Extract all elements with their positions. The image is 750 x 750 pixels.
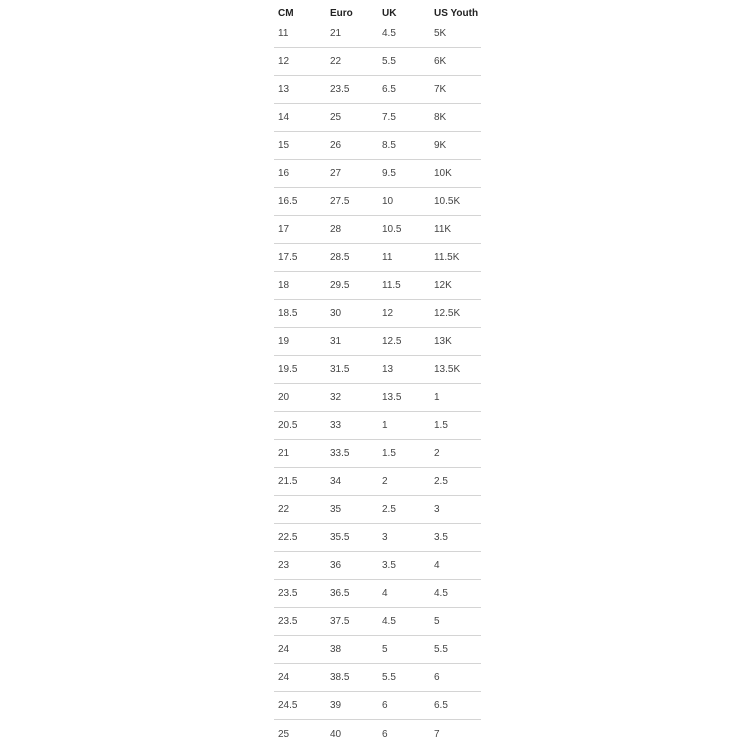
cell-euro: 32 xyxy=(330,392,342,403)
cell-cm: 22.5 xyxy=(278,532,298,543)
cell-euro: 34 xyxy=(330,476,342,487)
table-body xyxy=(274,26,481,748)
cell-us-youth: 3 xyxy=(434,504,440,515)
cell-us-youth: 11.5K xyxy=(434,252,460,263)
cell-euro: 37.5 xyxy=(330,616,350,627)
cell-euro: 36.5 xyxy=(330,588,350,599)
cell-us-youth: 5 xyxy=(434,616,440,627)
cell-cm: 17.5 xyxy=(278,252,298,263)
cell-us-youth: 6.5 xyxy=(434,700,448,711)
table-row xyxy=(274,300,481,328)
table-row xyxy=(274,132,481,160)
header-cm: CM xyxy=(278,7,294,19)
cell-us-youth: 9K xyxy=(434,140,447,151)
cell-uk: 5.5 xyxy=(382,672,396,683)
cell-us-youth: 7K xyxy=(434,84,447,95)
header-us-youth: US Youth xyxy=(434,7,479,19)
table-row xyxy=(274,26,481,48)
cell-cm: 14 xyxy=(278,112,290,123)
cell-cm: 24.5 xyxy=(278,700,298,711)
cell-cm: 16 xyxy=(278,168,290,179)
table-row xyxy=(274,188,481,216)
header-euro: Euro xyxy=(330,7,353,19)
cell-euro: 22 xyxy=(330,56,342,67)
cell-cm: 12 xyxy=(278,56,290,67)
cell-uk: 4 xyxy=(382,588,388,599)
cell-cm: 18 xyxy=(278,280,290,291)
cell-us-youth: 7 xyxy=(434,728,440,740)
table-row xyxy=(274,216,481,244)
cell-cm: 21 xyxy=(278,448,290,459)
cell-uk: 13.5 xyxy=(382,392,402,403)
table-row xyxy=(274,76,481,104)
table-row xyxy=(274,48,481,76)
cell-cm: 19 xyxy=(278,336,290,347)
cell-us-youth: 2.5 xyxy=(434,476,448,487)
cell-euro: 29.5 xyxy=(330,280,350,291)
cell-uk: 2.5 xyxy=(382,504,396,515)
cell-cm: 25 xyxy=(278,728,290,740)
table-header xyxy=(274,0,481,26)
cell-euro: 31.5 xyxy=(330,364,350,375)
cell-cm: 24 xyxy=(278,644,290,655)
cell-uk: 7.5 xyxy=(382,112,396,123)
size-chart-table xyxy=(274,0,481,748)
cell-uk: 11.5 xyxy=(382,280,401,291)
cell-uk: 5.5 xyxy=(382,56,396,67)
cell-uk: 11 xyxy=(382,252,393,263)
table-row xyxy=(274,664,481,692)
cell-uk: 6 xyxy=(382,728,388,740)
cell-euro: 38.5 xyxy=(330,672,350,683)
cell-us-youth: 4 xyxy=(434,560,440,571)
cell-euro: 21 xyxy=(330,28,342,39)
cell-euro: 30 xyxy=(330,308,342,319)
cell-cm: 23.5 xyxy=(278,588,298,599)
cell-uk: 13 xyxy=(382,364,394,375)
cell-cm: 20.5 xyxy=(278,420,298,431)
cell-uk: 3 xyxy=(382,532,388,543)
cell-euro: 25 xyxy=(330,112,342,123)
cell-cm: 18.5 xyxy=(278,308,298,319)
cell-cm: 23.5 xyxy=(278,616,298,627)
cell-uk: 12.5 xyxy=(382,336,402,347)
table-row xyxy=(274,272,481,300)
cell-cm: 20 xyxy=(278,392,290,403)
cell-euro: 23.5 xyxy=(330,84,350,95)
table-row xyxy=(274,636,481,664)
table-row xyxy=(274,720,481,748)
cell-cm: 23 xyxy=(278,560,290,571)
cell-us-youth: 2 xyxy=(434,448,440,459)
cell-cm: 17 xyxy=(278,224,290,235)
table-row xyxy=(274,580,481,608)
cell-euro: 35.5 xyxy=(330,532,350,543)
cell-euro: 38 xyxy=(330,644,342,655)
cell-euro: 28 xyxy=(330,224,342,235)
cell-uk: 5 xyxy=(382,644,388,655)
cell-us-youth: 3.5 xyxy=(434,532,448,543)
cell-euro: 27.5 xyxy=(330,196,350,207)
cell-cm: 22 xyxy=(278,504,290,515)
cell-us-youth: 12K xyxy=(434,280,452,291)
cell-euro: 26 xyxy=(330,140,342,151)
cell-euro: 40 xyxy=(330,728,342,740)
cell-euro: 35 xyxy=(330,504,342,515)
table-row xyxy=(274,692,481,720)
cell-uk: 10.5 xyxy=(382,224,402,235)
cell-us-youth: 1 xyxy=(434,392,440,403)
cell-us-youth: 13K xyxy=(434,336,452,347)
cell-euro: 28.5 xyxy=(330,252,350,263)
cell-us-youth: 5.5 xyxy=(434,644,448,655)
table-row xyxy=(274,608,481,636)
cell-us-youth: 12.5K xyxy=(434,308,461,319)
cell-cm: 15 xyxy=(278,140,290,151)
cell-cm: 16.5 xyxy=(278,196,298,207)
cell-us-youth: 6K xyxy=(434,56,447,67)
cell-us-youth: 4.5 xyxy=(434,588,448,599)
cell-euro: 36 xyxy=(330,560,342,571)
table-row xyxy=(274,244,481,272)
cell-us-youth: 8K xyxy=(434,112,447,123)
cell-uk: 3.5 xyxy=(382,560,396,571)
table-row xyxy=(274,440,481,468)
cell-uk: 6.5 xyxy=(382,84,396,95)
table-row xyxy=(274,384,481,412)
cell-uk: 4.5 xyxy=(382,28,396,39)
cell-euro: 33.5 xyxy=(330,448,350,459)
cell-uk: 1 xyxy=(382,420,388,431)
table-row xyxy=(274,356,481,384)
cell-cm: 11 xyxy=(278,28,289,39)
cell-uk: 1.5 xyxy=(382,448,396,459)
cell-us-youth: 10.5K xyxy=(434,196,461,207)
table-row xyxy=(274,468,481,496)
cell-uk: 9.5 xyxy=(382,168,396,179)
cell-euro: 27 xyxy=(330,168,342,179)
cell-us-youth: 1.5 xyxy=(434,420,448,431)
cell-uk: 12 xyxy=(382,308,394,319)
cell-euro: 33 xyxy=(330,420,342,431)
table-row xyxy=(274,412,481,440)
table-row xyxy=(274,496,481,524)
cell-uk: 2 xyxy=(382,476,388,487)
cell-us-youth: 6 xyxy=(434,672,440,683)
cell-cm: 19.5 xyxy=(278,364,298,375)
cell-cm: 13 xyxy=(278,84,290,95)
table-row xyxy=(274,328,481,356)
cell-euro: 31 xyxy=(330,336,342,347)
cell-cm: 24 xyxy=(278,672,290,683)
cell-uk: 8.5 xyxy=(382,140,396,151)
cell-uk: 10 xyxy=(382,196,394,207)
cell-cm: 21.5 xyxy=(278,476,298,487)
cell-uk: 6 xyxy=(382,700,388,711)
cell-us-youth: 10K xyxy=(434,168,452,179)
table-row xyxy=(274,160,481,188)
cell-us-youth: 13.5K xyxy=(434,364,461,375)
table-row xyxy=(274,524,481,552)
table-row xyxy=(274,552,481,580)
cell-us-youth: 5K xyxy=(434,28,447,39)
cell-uk: 4.5 xyxy=(382,616,396,627)
cell-us-youth: 11K xyxy=(434,224,452,235)
cell-euro: 39 xyxy=(330,700,342,711)
table-row xyxy=(274,104,481,132)
header-uk: UK xyxy=(382,7,397,19)
